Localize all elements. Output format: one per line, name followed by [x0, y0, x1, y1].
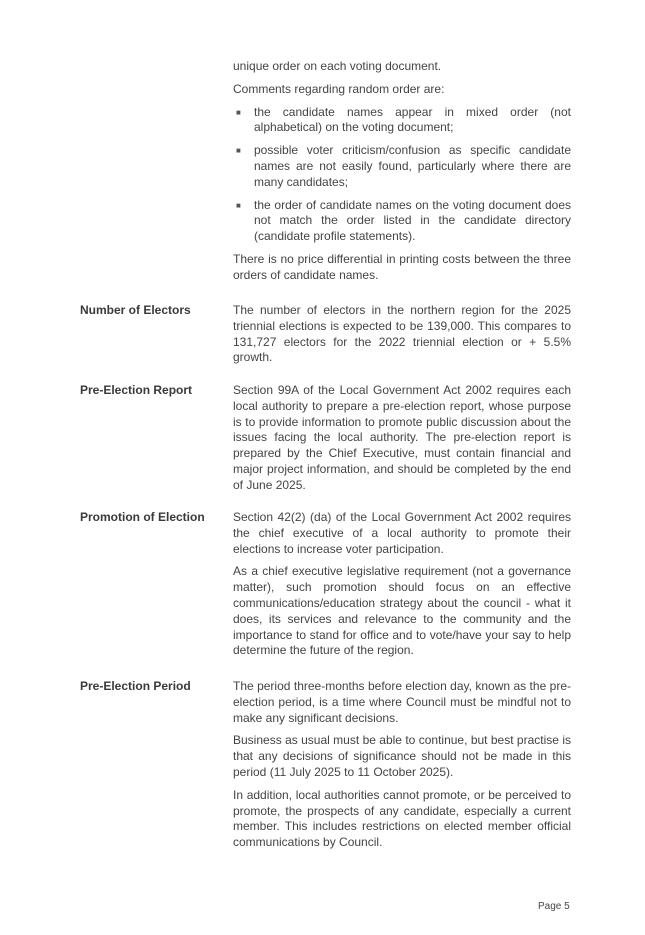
- section-label-promotion: Promotion of Election: [80, 510, 205, 524]
- square-bullet-icon: ■: [236, 146, 241, 156]
- list-item: [233, 105, 571, 137]
- price-note: There is no price differential in printing costs between the three orders of candidate names.: [233, 251, 571, 282]
- section-promotion: [233, 510, 571, 659]
- section-report: [233, 383, 571, 494]
- report-paragraph: Section 99A of the Local Government Act 2002 requires each local authority to prepare a pre-election report, whose purpose is to provide information to promote public discussion about the issues facing the local authority. The pre-election report is prepared by the Chief Executive, must contain financial and major project information, and should be completed by the end of June 2025.: [233, 383, 571, 492]
- comments-heading: Comments regarding random order are:: [233, 81, 445, 96]
- section-electors: [233, 303, 571, 366]
- section-label-period: Pre-Election Period: [80, 679, 191, 693]
- list-item: [233, 198, 571, 245]
- section-label-electors: Number of Electors: [80, 303, 191, 317]
- intro-line: unique order on each voting document.: [233, 59, 442, 73]
- period-paragraph-2: Business as usual must be able to continue, but best practise is that any decisions of significance should not be made in this period (11 July 2025 to 11 October 2025).: [233, 733, 571, 779]
- period-paragraph-3: In addition, local authorities cannot promote, or be perceived to promote, the prospects of any candidate, especially a current member. This includes restrictions on elected member official communications by Council.: [233, 787, 571, 850]
- square-bullet-icon: ■: [236, 200, 241, 210]
- electors-paragraph: The number of electors in the northern region for the 2025 triennial elections is expected to be 139,000. This compares to 131,727 electors for the 2022 triennial election or + 5.5% growth.: [233, 303, 571, 365]
- random-order-block: [233, 59, 571, 284]
- page-number: Page 5: [538, 901, 570, 912]
- period-paragraph-1: The period three-months before election day, known as the pre-election period, is a time where Council must be mindful not to make any significant decisions.: [233, 679, 571, 725]
- bullet-text: the order of candidate names on the voting document does not match the order listed in the candidate directory (candidate profile statements).: [254, 197, 571, 244]
- section-label-report: Pre-Election Report: [80, 383, 193, 397]
- section-period: [233, 679, 571, 851]
- bullet-text: the candidate names appear in mixed order (not alphabetical) on the voting document;: [254, 104, 571, 135]
- square-bullet-icon: ■: [236, 107, 241, 117]
- comments-list: [233, 105, 571, 245]
- list-item: [233, 143, 571, 190]
- promotion-paragraph-1: Section 42(2) (da) of the Local Government Act 2002 requires the chief executive of a local authority to promote their elections to increase voter participation.: [233, 510, 571, 556]
- bullet-text: possible voter criticism/confusion as specific candidate names are not easily found, particularly where there are many candidates;: [254, 143, 571, 189]
- promotion-paragraph-2: As a chief executive legislative requirement (not a governance matter), such promotion should focus on an effective communications/education strategy about the council - what it does, its services and relevance to the community and the importance to stand for office and to vote/have your say to help determine the future of the region.: [233, 564, 571, 658]
